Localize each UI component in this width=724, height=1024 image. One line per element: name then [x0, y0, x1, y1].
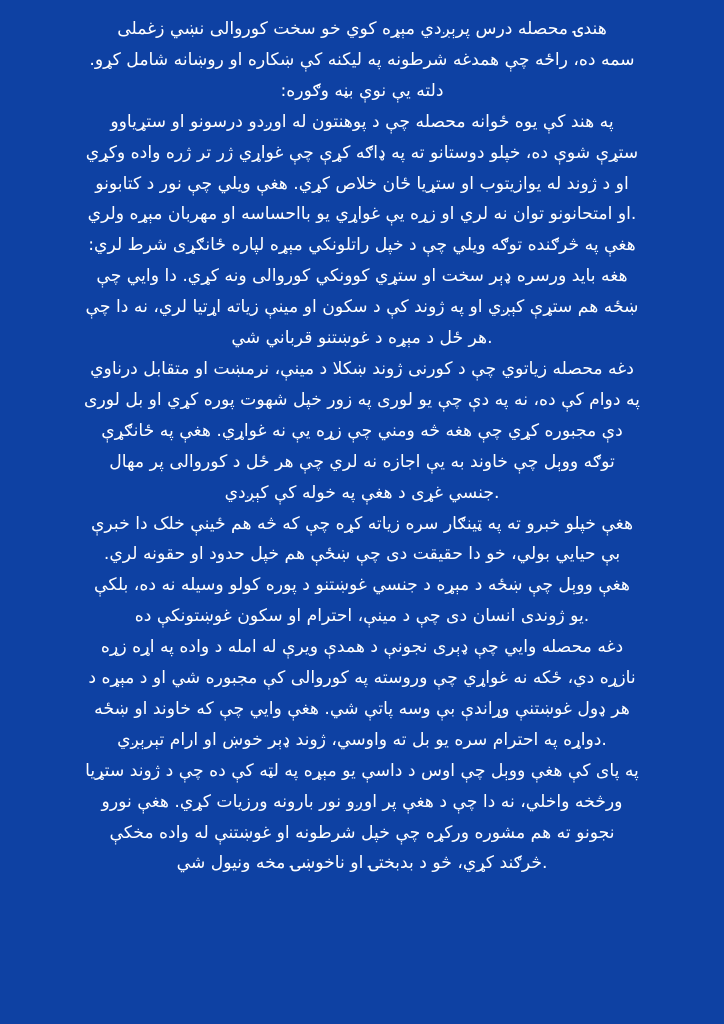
- text-line: .یو ژوندی انسان دی چې د مینې، احترام او سکون غوښتونکې ده: [134, 606, 590, 627]
- text-line: دې مجبوره کړي چې هغه څه ومني چې زړه يې نه غواړي. هغې په ځانګړې: [101, 420, 623, 441]
- text-line: .هر ځل د مېړه د غوښتنو قرباني شي: [231, 328, 493, 349]
- text-line: .دواړه په احترام سره یو بل ته واوسي، ژوند ډېر خوښ او ارام تېرېږي: [117, 729, 607, 750]
- text-line: ورڅخه واخلي، نه دا چې د هغې پر اوږو نور بارونه ورزیات کړي. هغې نورو: [101, 791, 623, 812]
- text-line: هغې ووېل چې ښځه د مېړه د جنسي غوښتنو د پوره کولو وسیله نه ده، بلکې: [94, 575, 630, 596]
- text-line: هندۍ محصله درس پرېږدي مېړه کوي خو سخت کوروالی نښي زغملی: [117, 19, 607, 39]
- text-line: .جنسي غړی د هغې په خوله کې کېږدي: [224, 482, 500, 503]
- text-line: نازړه دي، ځکه نه غواړي چې وروسته په کوروالی کې مجبوره شي او د مېړه د: [88, 668, 636, 689]
- text-line: هغې په څرګنده توګه ویلي چې د خپل راتلونکي مېړه لپاره ځانګړی شرط لري:: [88, 235, 636, 256]
- article-text: [22, 14, 702, 1016]
- text-line: سمه ده، راځه چې همدغه شرطونه په لیکنه کې ښکاره او روښانه شامل کړو.: [89, 49, 635, 70]
- text-line: دغه محصله وايي چې ډېری نجونې د همدې ویرې له امله د واده په اړه زړه: [100, 637, 624, 658]
- text-line: هغې خپلو خبرو ته په ټینګار سره زیاته کړه چې که څه هم ځینې خلک دا خبرې: [90, 513, 634, 534]
- text-line: په پای کې هغې ووېل چې اوس د داسې یو مېړه په لټه کې ده چې د ژوند ستړیا: [85, 760, 639, 781]
- text-line: ستړې شوې ده، خپلو دوستانو ته په ډاګه کړې چې غواړي ژر تر ژره واده وکړي: [85, 142, 639, 163]
- text-line: .او امتحانونو توان نه لري او زړه يې غواړي یو بااحساسه او مهربان مېړه ولري: [87, 204, 637, 225]
- text-line: هر ډول غوښتنې وړاندې بې وسه پاتې شي. هغې وايي چې که خاوند او ښځه: [94, 698, 630, 719]
- text-line: ښځه هم ستړې کېږي او په ژوند کې د سکون او مینې زیاته اړتیا لري، نه دا چې: [85, 297, 639, 318]
- text-line: او د ژوند له یوازیتوب او ستړیا ځان خلاص کړي. هغې ویلي چې نور د کتابونو: [95, 173, 629, 194]
- text-line: دغه محصله زیاتوي چې د کورنی ژوند ښکلا د مینې، نرمښت او متقابل درناوي: [90, 358, 634, 379]
- text-line: دلته يې نوې بڼه وګوره:: [280, 80, 444, 101]
- text-line: توګه ووېل چې خاوند به یې اجازه نه لري چې هر ځل د کوروالی پر مهال: [109, 451, 615, 472]
- text-line: په هند کې یوه ځوانه محصله چې د پوهنتون له اوږدو درسونو او ستړیاوو: [110, 111, 614, 132]
- text-line: نجونو ته هم مشوره ورکړه چې خپل شرطونه او غوښتنې له واده مخکې: [109, 822, 615, 843]
- text-line: .څرګند کړي، څو د بدبختۍ او ناخوښۍ مخه ونیول شي: [176, 853, 548, 874]
- text-line: په دوام کې ده، نه په دې چې یو لوری په زور خپل شهوت پوره کړي او بل لوری: [84, 389, 640, 410]
- text-line: هغه باید ورسره ډېر سخت او ستړي کوونکي کوروالی ونه کړي. دا وايي چې: [96, 266, 628, 287]
- text-line: بې حیایي بولي، خو دا حقیقت دی چې ښځې هم خپل حدود او حقونه لري.: [103, 544, 621, 565]
